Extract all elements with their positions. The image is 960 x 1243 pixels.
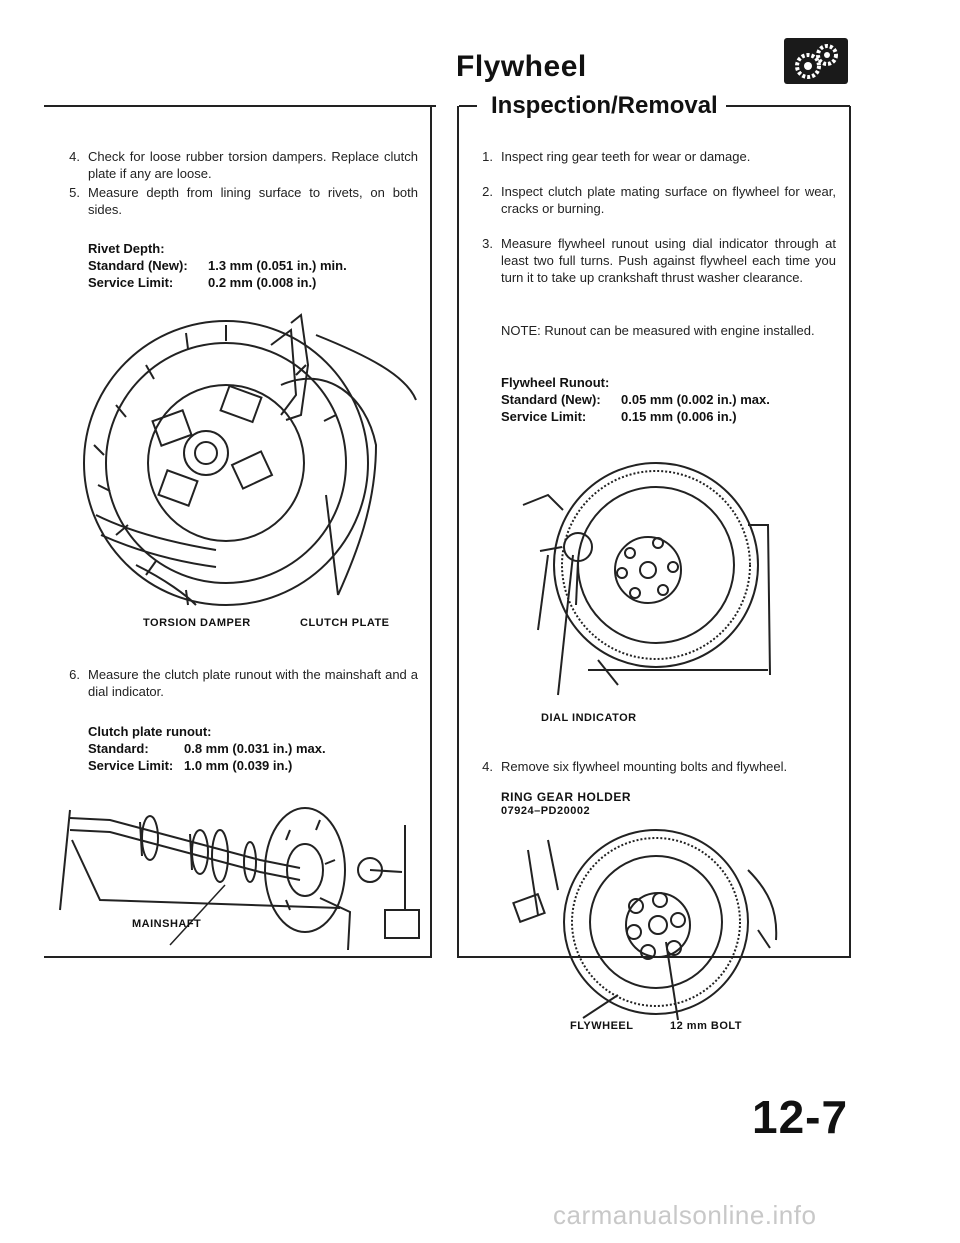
rivet-standard-row	[88, 257, 388, 274]
spec-value: 0.8 mm (0.031 in.) max.	[184, 741, 326, 756]
step-number: 5.	[69, 185, 80, 200]
bolt-label: 12 mm BOLT	[670, 1020, 743, 1032]
page-number: 12-7	[752, 1091, 849, 1143]
step-text: Inspect clutch plate mating surface on flywheel for wear, cracks or burning.	[501, 184, 836, 216]
spec-value: 0.2 mm (0.008 in.)	[208, 275, 317, 290]
flywheel-limit-row	[501, 408, 831, 425]
step-number: 4.	[69, 149, 80, 164]
step-number: 2.	[482, 184, 493, 199]
spec-value: 1.3 mm (0.051 in.) min.	[208, 258, 347, 273]
spec-value: 0.05 mm (0.002 in.) max.	[621, 392, 770, 407]
flywheel-standard-row	[501, 391, 831, 408]
flywheel-removal-illustration	[508, 820, 798, 1025]
step-text: Remove six flywheel mounting bolts and flywheel.	[501, 759, 788, 774]
step-text: Measure the clutch plate runout with the mainshaft and a dial indicator.	[88, 667, 418, 699]
tool-name: RING GEAR HOLDER	[501, 790, 632, 804]
rivet-limit-row	[88, 274, 388, 291]
tool-part-number: 07924–PD20002	[501, 805, 591, 817]
rivet-depth-title: Rivet Depth:	[88, 241, 165, 256]
torsion-damper-label: TORSION DAMPER	[143, 617, 251, 629]
section-title: Inspection/Removal	[483, 92, 726, 120]
flywheel-dial-illustration	[518, 455, 788, 705]
spec-value: 0.15 mm (0.006 in.)	[621, 409, 737, 424]
mainshaft-label: MAINSHAFT	[132, 918, 202, 930]
flywheel-runout-title: Flywheel Runout:	[501, 375, 610, 390]
spec-value: 1.0 mm (0.039 in.)	[184, 758, 293, 773]
clutch-plate-illustration	[76, 305, 426, 620]
gears-icon	[784, 38, 848, 84]
spec-label: Service Limit:	[88, 275, 174, 290]
step-number: 6.	[69, 667, 80, 682]
runout-note: NOTE: Runout can be measured with engine installed.	[501, 323, 815, 338]
flywheel-label: FLYWHEEL	[570, 1020, 634, 1032]
spec-label: Service Limit:	[88, 758, 174, 773]
spec-label: Service Limit:	[501, 409, 587, 424]
runout-standard-row	[88, 740, 388, 757]
step-number: 1.	[482, 149, 493, 164]
step-number: 3.	[482, 236, 493, 251]
step-text: Inspect ring gear teeth for wear or damage.	[501, 149, 751, 164]
step-number: 4.	[482, 759, 493, 774]
spec-label: Standard:	[88, 741, 149, 756]
spec-label: Standard (New):	[501, 392, 601, 407]
step-text: Measure depth from lining surface to rivets, on both sides.	[88, 185, 418, 217]
watermark: carmanualsonline.info	[553, 1200, 817, 1230]
runout-title: Clutch plate runout:	[88, 724, 212, 739]
spec-label: Standard (New):	[88, 258, 188, 273]
dial-indicator-label: DIAL INDICATOR	[541, 712, 637, 724]
step-text: Check for loose rubber torsion dampers. Replace clutch plate if any are loose.	[88, 149, 418, 181]
clutch-plate-label: CLUTCH PLATE	[300, 617, 390, 629]
runout-limit-row	[88, 757, 388, 774]
page-title: Flywheel	[456, 50, 587, 83]
step-text: Measure flywheel runout using dial indicator through at least two full turns. Push against flywheel each time you turn it to take up crankshaft thrust washer clearance.	[501, 236, 836, 285]
mainshaft-illustration	[50, 800, 425, 950]
